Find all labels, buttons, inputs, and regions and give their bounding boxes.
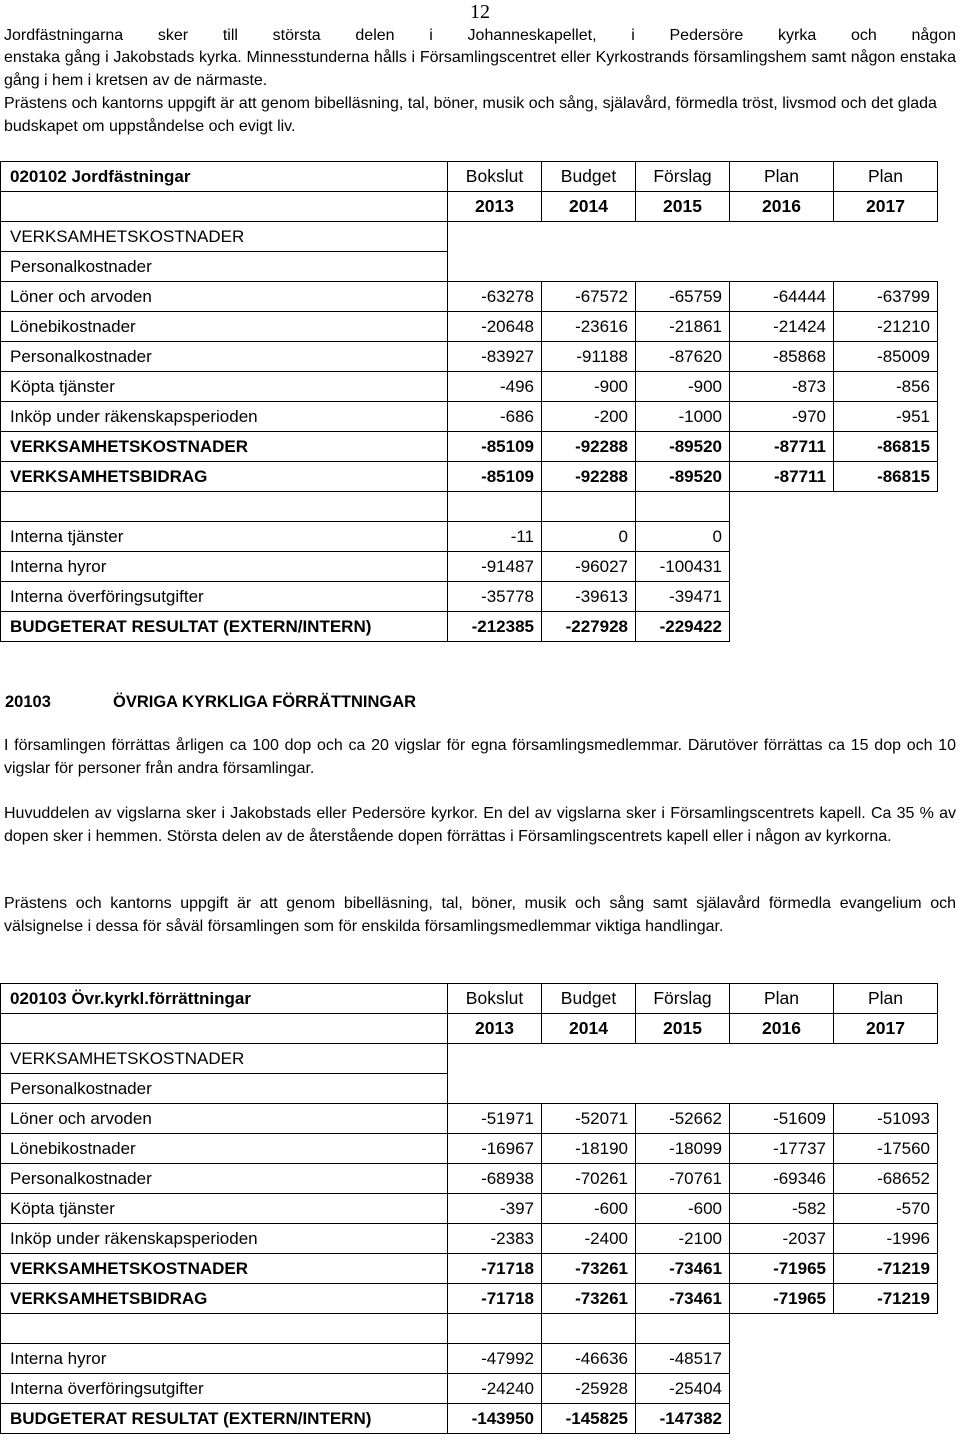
cell-value: -52071: [542, 1104, 636, 1134]
year-header: 2017: [834, 192, 938, 222]
cell-value: -951: [834, 402, 938, 432]
table-row-total: [1, 1284, 938, 1314]
year-header: 2013: [448, 1014, 542, 1044]
table-row: [1, 1134, 938, 1164]
table-row: [1, 342, 938, 372]
column-header: Förslag: [636, 162, 730, 192]
cell-value: -92288: [542, 432, 636, 462]
cell-value: -73261: [542, 1254, 636, 1284]
cell-value: -92288: [542, 462, 636, 492]
cell-value: -67572: [542, 282, 636, 312]
table-title: 020102 Jordfästningar: [1, 162, 448, 192]
cell-value: -570: [834, 1194, 938, 1224]
cell-value: -23616: [542, 312, 636, 342]
table-row: [1, 372, 938, 402]
column-header: Förslag: [636, 984, 730, 1014]
cell-value: -87620: [636, 342, 730, 372]
row-label: Interna överföringsutgifter: [1, 1374, 448, 1404]
cell-value: -2400: [542, 1224, 636, 1254]
row-label: BUDGETERAT RESULTAT (EXTERN/INTERN): [1, 612, 448, 642]
duty-paragraph: Prästens och kantorns uppgift är att genom bibelläsning, tal, böner, musik och sång, själavård, förmedla tröst, livsmod och det glada budskapet om uppståndelse och evigt liv.: [4, 95, 937, 135]
table-row: [1, 402, 938, 432]
cell-value: -65759: [636, 282, 730, 312]
budget-table-ovriga-forrattningar: [0, 983, 938, 1434]
cell-value: -600: [636, 1194, 730, 1224]
cell-value: -496: [448, 372, 542, 402]
empty-cell: [1, 1014, 448, 1044]
cell-value: -71965: [730, 1284, 834, 1314]
cell-value: -35778: [448, 582, 542, 612]
row-label: Inköp under räkenskapsperioden: [1, 1224, 448, 1254]
row-label: Personalkostnader: [1, 1164, 448, 1194]
row-label: Inköp under räkenskapsperioden: [1, 402, 448, 432]
cell-value: -873: [730, 372, 834, 402]
table-row-result: [1, 612, 938, 642]
row-label: Interna tjänster: [1, 522, 448, 552]
cell-value: -147382: [636, 1404, 730, 1434]
cell-value: -48517: [636, 1344, 730, 1374]
cell-value: -70761: [636, 1164, 730, 1194]
cell-value: -68652: [834, 1164, 938, 1194]
cell-value: -85868: [730, 342, 834, 372]
row-label: Interna hyror: [1, 552, 448, 582]
section-number: 20103: [5, 693, 51, 711]
cell-value: -85009: [834, 342, 938, 372]
subsection-label: Personalkostnader: [1, 252, 448, 282]
table-row: [1, 1374, 938, 1404]
row-label: Löner och arvoden: [1, 1104, 448, 1134]
cell-value: -46636: [542, 1344, 636, 1374]
cell-value: -17737: [730, 1134, 834, 1164]
cell-value: -212385: [448, 612, 542, 642]
table-row-total: [1, 1254, 938, 1284]
section-heading: [5, 691, 416, 713]
spacer-row: [1, 1314, 448, 1344]
cell-value: -25928: [542, 1374, 636, 1404]
cell-value: -18099: [636, 1134, 730, 1164]
row-label: Interna överföringsutgifter: [1, 582, 448, 612]
cell-value: -89520: [636, 432, 730, 462]
table-row-result: [1, 1404, 938, 1434]
cell-value: -71718: [448, 1254, 542, 1284]
column-header: Budget: [542, 162, 636, 192]
cell-value: -85109: [448, 462, 542, 492]
cell-value: -71965: [730, 1254, 834, 1284]
table-row: [1, 1104, 938, 1134]
cell-value: -970: [730, 402, 834, 432]
column-header: Budget: [542, 984, 636, 1014]
row-label: Köpta tjänster: [1, 1194, 448, 1224]
cell-value: -2037: [730, 1224, 834, 1254]
cell-value: -686: [448, 402, 542, 432]
cell-value: -2383: [448, 1224, 542, 1254]
table-row: [1, 522, 938, 552]
row-label: Löner och arvoden: [1, 282, 448, 312]
row-label: VERKSAMHETSBIDRAG: [1, 1284, 448, 1314]
table-row: [1, 1224, 938, 1254]
cell-value: -85109: [448, 432, 542, 462]
cell-value: -68938: [448, 1164, 542, 1194]
cell-value: -87711: [730, 432, 834, 462]
section2-paragraph-3: Prästens och kantorns uppgift är att genom bibelläsning, tal, böner, musik och sång samt själavård förmedla evangelium och välsignelse i dessa för såväl församlingen som för enskilda församlingsmedlemmar viktiga handlingar.: [4, 895, 956, 935]
cell-value: -145825: [542, 1404, 636, 1434]
page-number: 12: [470, 1, 490, 23]
cell-value: -1996: [834, 1224, 938, 1254]
cell-value: -73461: [636, 1254, 730, 1284]
cell-value: -91487: [448, 552, 542, 582]
cell-value: -51609: [730, 1104, 834, 1134]
cell-value: -83927: [448, 342, 542, 372]
cell-value: -20648: [448, 312, 542, 342]
table-row-total: [1, 432, 938, 462]
row-label: VERKSAMHETSBIDRAG: [1, 462, 448, 492]
column-header: Plan: [730, 162, 834, 192]
cell-value: -39613: [542, 582, 636, 612]
cell-value: -21210: [834, 312, 938, 342]
cell-value: -51093: [834, 1104, 938, 1134]
table-row: [1, 552, 938, 582]
section-label: VERKSAMHETSKOSTNADER: [1, 222, 448, 252]
cell-value: -21861: [636, 312, 730, 342]
intro-paragraph: enstaka gång i Jakobstads kyrka. Minnesstunderna hålls i Församlingscentret eller Kyrkostrands församlingshem samt någon enstaka gång i hem i kretsen av de närmaste.: [4, 49, 956, 89]
cell-value: -91188: [542, 342, 636, 372]
column-header: Plan: [834, 162, 938, 192]
column-header: Plan: [834, 984, 938, 1014]
cell-value: -71219: [834, 1284, 938, 1314]
section2-paragraph-2: Huvuddelen av vigslarna sker i Jakobstads eller Pedersöre kyrkor. En del av vigslarna sker i Församlingscentrets kapell. Ca 35 % av dopen sker i hemmen. Största delen av de återstående dopen förrättas i Församlingscentrets kapell eller i någon av kyrkorna.: [4, 805, 956, 845]
section2-paragraph-1: I församlingen förrättas årligen ca 100 dop och ca 20 vigslar för egna församlingsmedlemmar. Därutöver förrättas ca 15 dop och 10 vigslar för personer från andra församlingar.: [4, 737, 956, 777]
table-row: [1, 1164, 938, 1194]
table-row: [1, 582, 938, 612]
budget-table-jordfastningar: [0, 161, 938, 642]
year-header: 2013: [448, 192, 542, 222]
cell-value: -51971: [448, 1104, 542, 1134]
cell-value: -69346: [730, 1164, 834, 1194]
cell-value: -70261: [542, 1164, 636, 1194]
cell-value: -87711: [730, 462, 834, 492]
column-header: Bokslut: [448, 984, 542, 1014]
cell-value: -73461: [636, 1284, 730, 1314]
cell-value: -900: [636, 372, 730, 402]
row-label: Lönebikostnader: [1, 1134, 448, 1164]
cell-value: -86815: [834, 432, 938, 462]
spacer-row: [1, 492, 448, 522]
section-title: ÖVRIGA KYRKLIGA FÖRRÄTTNINGAR: [113, 693, 417, 711]
table-row-total: [1, 462, 938, 492]
row-label: VERKSAMHETSKOSTNADER: [1, 432, 448, 462]
cell-value: -2100: [636, 1224, 730, 1254]
row-label: Köpta tjänster: [1, 372, 448, 402]
cell-value: -1000: [636, 402, 730, 432]
cell-value: -600: [542, 1194, 636, 1224]
cell-value: -63278: [448, 282, 542, 312]
year-header: 2015: [636, 1014, 730, 1044]
table-row: [1, 312, 938, 342]
cell-value: -71718: [448, 1284, 542, 1314]
table-row: [1, 1344, 938, 1374]
cell-value: 0: [636, 522, 730, 552]
cell-value: -17560: [834, 1134, 938, 1164]
year-header: 2017: [834, 1014, 938, 1044]
cell-value: -200: [542, 402, 636, 432]
cell-value: -47992: [448, 1344, 542, 1374]
year-header: 2016: [730, 192, 834, 222]
year-header: 2016: [730, 1014, 834, 1044]
table-row: [1, 282, 938, 312]
cell-value: 0: [542, 522, 636, 552]
cell-value: -64444: [730, 282, 834, 312]
cell-value: -397: [448, 1194, 542, 1224]
cell-value: -18190: [542, 1134, 636, 1164]
cell-value: -100431: [636, 552, 730, 582]
cell-value: -229422: [636, 612, 730, 642]
cell-value: -25404: [636, 1374, 730, 1404]
cell-value: -39471: [636, 582, 730, 612]
row-label: Interna hyror: [1, 1344, 448, 1374]
cell-value: -63799: [834, 282, 938, 312]
cell-value: -582: [730, 1194, 834, 1224]
cell-value: -11: [448, 522, 542, 552]
cell-value: -21424: [730, 312, 834, 342]
cell-value: -16967: [448, 1134, 542, 1164]
cell-value: -96027: [542, 552, 636, 582]
row-label: VERKSAMHETSKOSTNADER: [1, 1254, 448, 1284]
cell-value: -73261: [542, 1284, 636, 1314]
year-header: 2014: [542, 1014, 636, 1044]
cell-value: -52662: [636, 1104, 730, 1134]
row-label: Personalkostnader: [1, 342, 448, 372]
year-header: 2015: [636, 192, 730, 222]
row-label: Lönebikostnader: [1, 312, 448, 342]
column-header: Plan: [730, 984, 834, 1014]
table-title: 020103 Övr.kyrkl.förrättningar: [1, 984, 448, 1014]
cell-value: -89520: [636, 462, 730, 492]
table-row: [1, 1194, 938, 1224]
cell-value: -24240: [448, 1374, 542, 1404]
section-label: VERKSAMHETSKOSTNADER: [1, 1044, 448, 1074]
year-header: 2014: [542, 192, 636, 222]
cell-value: -900: [542, 372, 636, 402]
empty-cell: [1, 192, 448, 222]
cell-value: -71219: [834, 1254, 938, 1284]
cell-value: -227928: [542, 612, 636, 642]
column-header: Bokslut: [448, 162, 542, 192]
row-label: BUDGETERAT RESULTAT (EXTERN/INTERN): [1, 1404, 448, 1434]
cell-value: -856: [834, 372, 938, 402]
cell-value: -143950: [448, 1404, 542, 1434]
intro-line-1: Jordfästningarna sker till största delen i Johanneskapellet, i Pedersöre kyrka och någon: [4, 27, 956, 44]
subsection-label: Personalkostnader: [1, 1074, 448, 1104]
cell-value: -86815: [834, 462, 938, 492]
